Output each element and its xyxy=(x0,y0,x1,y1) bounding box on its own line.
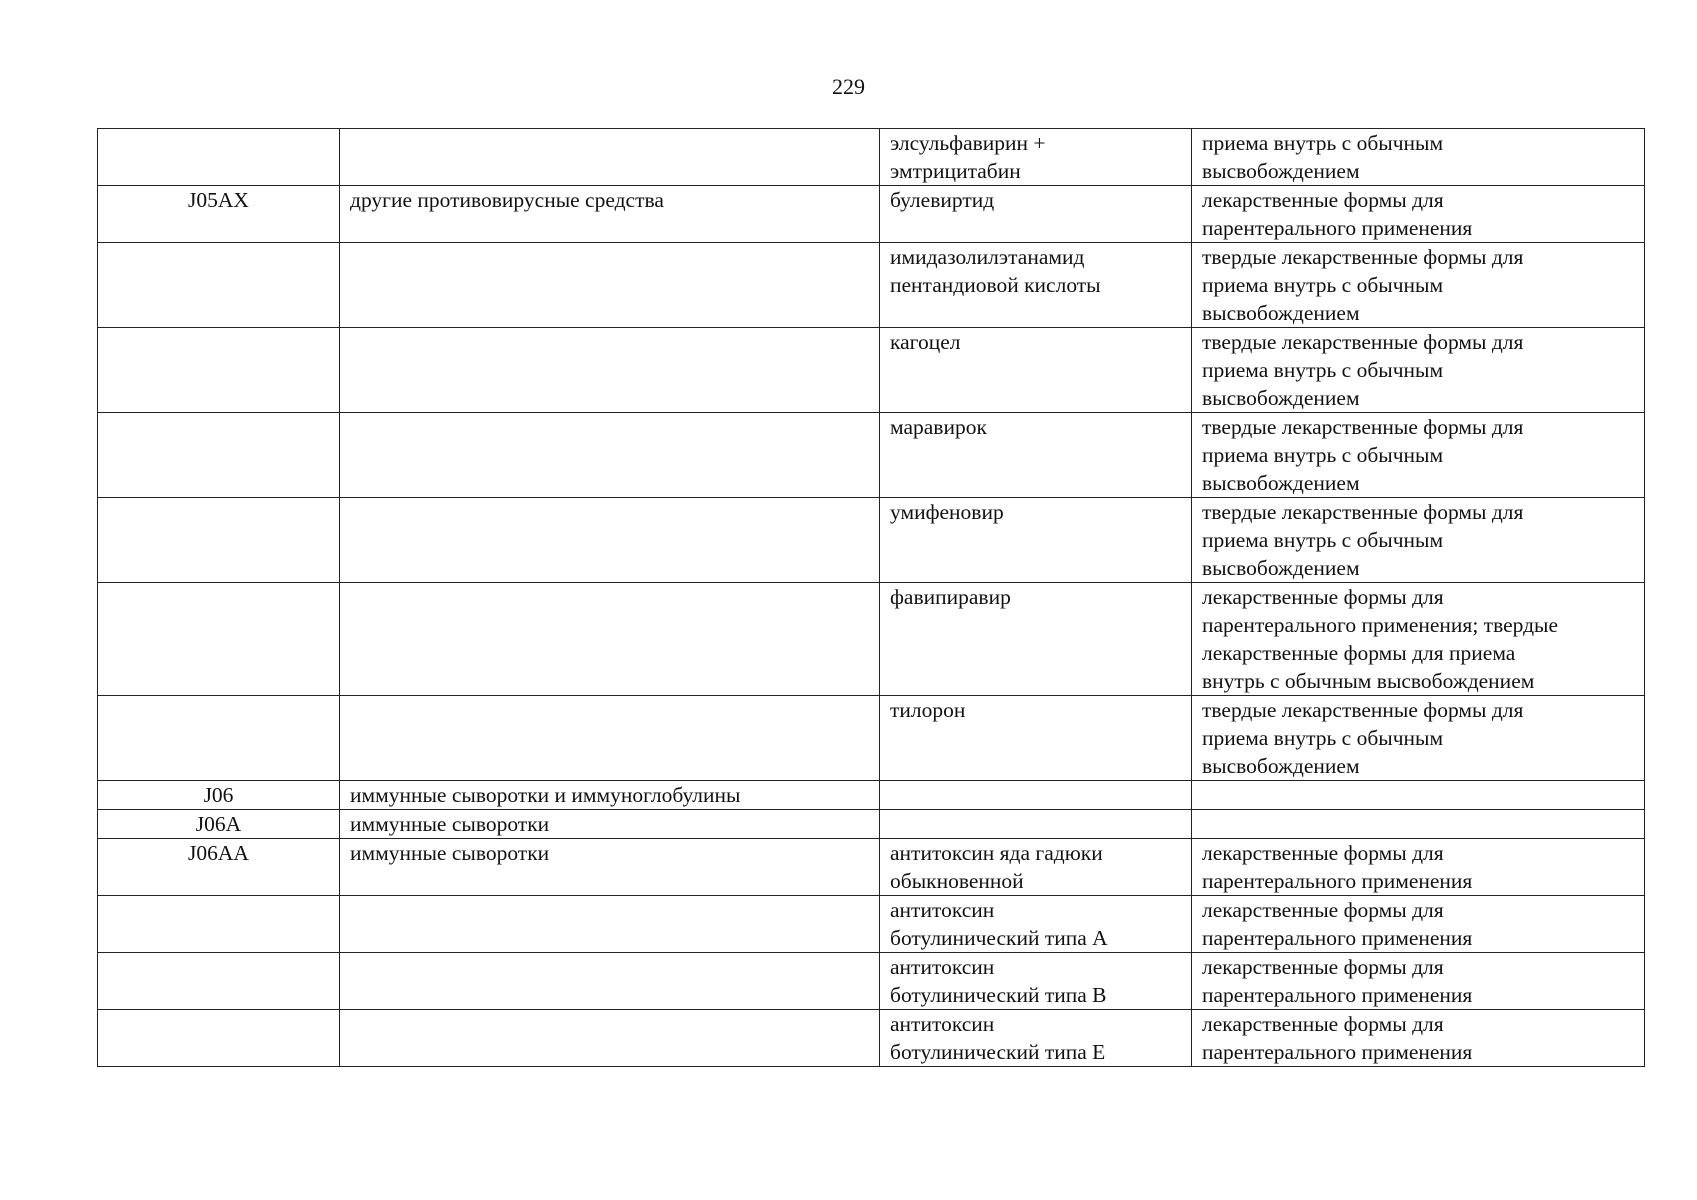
group-name-cell: иммунные сыворотки xyxy=(340,810,880,839)
group-name-cell: иммунные сыворотки xyxy=(340,839,880,896)
dosage-form-cell: твердые лекарственные формы для приема внутрь с обычным высвобождением xyxy=(1192,328,1645,413)
dosage-form-cell: твердые лекарственные формы для приема внутрь с обычным высвобождением xyxy=(1192,498,1645,583)
dosage-form-cell xyxy=(1192,810,1645,839)
table-row xyxy=(98,243,1645,328)
drug-name-cell: тилорон xyxy=(880,696,1192,781)
group-name-cell: другие противовирусные средства xyxy=(340,186,880,243)
table-row xyxy=(98,839,1645,896)
group-name-cell xyxy=(340,953,880,1010)
group-name-cell xyxy=(340,243,880,328)
group-name-cell xyxy=(340,1010,880,1067)
atc-code-cell xyxy=(98,413,340,498)
dosage-form-cell: лекарственные формы для парентерального применения xyxy=(1192,896,1645,953)
atc-code-cell: J06AA xyxy=(98,839,340,896)
drug-name-cell xyxy=(880,810,1192,839)
atc-code-cell xyxy=(98,243,340,328)
atc-code-cell xyxy=(98,953,340,1010)
drug-name-cell xyxy=(880,781,1192,810)
group-name-cell xyxy=(340,328,880,413)
drug-table xyxy=(97,128,1645,1067)
drug-name-cell: фавипиравир xyxy=(880,583,1192,696)
group-name-cell xyxy=(340,696,880,781)
atc-code-cell xyxy=(98,696,340,781)
table-row xyxy=(98,696,1645,781)
dosage-form-cell xyxy=(1192,781,1645,810)
group-name-cell xyxy=(340,129,880,186)
atc-code-cell xyxy=(98,498,340,583)
dosage-form-cell: приема внутрь с обычным высвобождением xyxy=(1192,129,1645,186)
table-row xyxy=(98,953,1645,1010)
drug-name-cell: кагоцел xyxy=(880,328,1192,413)
drug-name-cell: элсульфавирин + эмтрицитабин xyxy=(880,129,1192,186)
atc-code-cell: J05AX xyxy=(98,186,340,243)
table-row xyxy=(98,328,1645,413)
dosage-form-cell: лекарственные формы для парентерального применения xyxy=(1192,839,1645,896)
atc-code-cell xyxy=(98,328,340,413)
table-row xyxy=(98,1010,1645,1067)
group-name-cell xyxy=(340,413,880,498)
group-name-cell: иммунные сыворотки и иммуноглобулины xyxy=(340,781,880,810)
drug-name-cell: антитоксин ботулинический типа В xyxy=(880,953,1192,1010)
atc-code-cell: J06 xyxy=(98,781,340,810)
dosage-form-cell: лекарственные формы для парентерального применения xyxy=(1192,186,1645,243)
dosage-form-cell: лекарственные формы для парентерального применения xyxy=(1192,1010,1645,1067)
atc-code-cell xyxy=(98,896,340,953)
table-row xyxy=(98,498,1645,583)
table-row xyxy=(98,896,1645,953)
drug-name-cell: антитоксин ботулинический типа А xyxy=(880,896,1192,953)
table-row xyxy=(98,129,1645,186)
table-row xyxy=(98,186,1645,243)
drug-name-cell: антитоксин ботулинический типа Е xyxy=(880,1010,1192,1067)
table-row xyxy=(98,413,1645,498)
atc-code-cell xyxy=(98,1010,340,1067)
dosage-form-cell: лекарственные формы для парентерального применения; твердые лекарственные формы для приема внутрь с обычным высвобождением xyxy=(1192,583,1645,696)
drug-name-cell: булевиртид xyxy=(880,186,1192,243)
dosage-form-cell: твердые лекарственные формы для приема внутрь с обычным высвобождением xyxy=(1192,413,1645,498)
atc-code-cell xyxy=(98,129,340,186)
dosage-form-cell: твердые лекарственные формы для приема внутрь с обычным высвобождением xyxy=(1192,696,1645,781)
dosage-form-cell: твердые лекарственные формы для приема внутрь с обычным высвобождением xyxy=(1192,243,1645,328)
page-number: 229 xyxy=(832,74,865,99)
table-row xyxy=(98,810,1645,839)
drug-name-cell: имидазолилэтанамид пентандиовой кислоты xyxy=(880,243,1192,328)
group-name-cell xyxy=(340,583,880,696)
atc-code-cell: J06A xyxy=(98,810,340,839)
group-name-cell xyxy=(340,498,880,583)
drug-name-cell: маравирок xyxy=(880,413,1192,498)
dosage-form-cell: лекарственные формы для парентерального применения xyxy=(1192,953,1645,1010)
drug-name-cell: умифеновир xyxy=(880,498,1192,583)
table-row xyxy=(98,781,1645,810)
drug-name-cell: антитоксин яда гадюки обыкновенной xyxy=(880,839,1192,896)
table-row xyxy=(98,583,1645,696)
group-name-cell xyxy=(340,896,880,953)
atc-code-cell xyxy=(98,583,340,696)
